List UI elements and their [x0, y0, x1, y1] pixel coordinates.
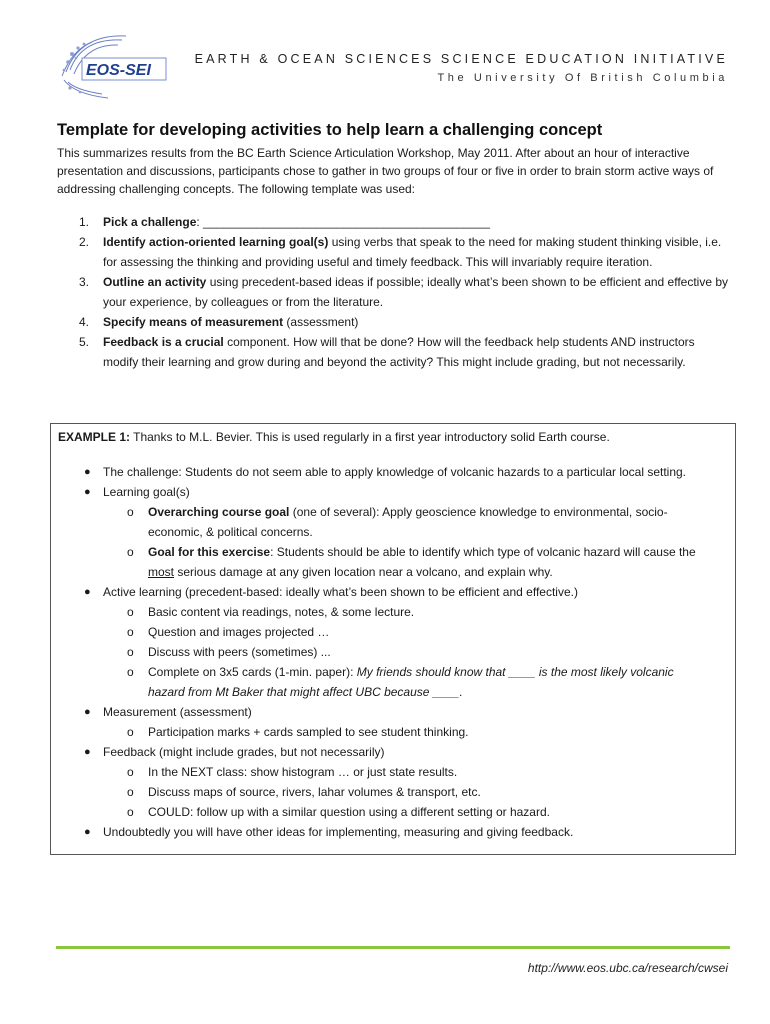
list-item: [51, 802, 731, 822]
list-item: [51, 722, 731, 742]
footer-url[interactable]: http://www.eos.ubc.ca/research/cwsei: [527, 961, 728, 975]
list-item-continuation: [51, 562, 731, 582]
active-item-plain: Complete on 3x5 cards (1-min. paper):: [148, 665, 357, 679]
list-item-continuation: [51, 522, 731, 542]
feedback-item: In the NEXT class: show histogram … or just state results.: [148, 765, 458, 779]
list-item: [51, 602, 731, 622]
list-item: [51, 742, 731, 762]
goal2-bold: Goal for this exercise: [148, 545, 271, 559]
active-item: Discuss with peers (sometimes) ...: [148, 645, 331, 659]
eos-sei-logo-graphic: [52, 30, 172, 100]
goal2-underlined: most: [148, 565, 175, 579]
step-number: 1.: [79, 215, 90, 229]
goals-label: Learning goal(s): [103, 485, 190, 499]
header-line-1: EARTH & OCEAN SCIENCES SCIENCE EDUCATION INITIATIVE: [194, 52, 728, 66]
step-bold: Pick a challenge: [103, 215, 197, 229]
list-item: [51, 782, 731, 802]
template-steps: [57, 212, 729, 372]
sub-bullet-icon: o: [127, 625, 134, 639]
active-item: Question and images projected …: [148, 625, 330, 639]
bullet-icon: ●: [84, 586, 91, 598]
example-intro: Thanks to M.L. Bevier. This is used regularly in a first year introductory solid Earth course.: [130, 430, 610, 444]
list-item: [51, 542, 731, 562]
step-text: : ___________________________________________: [196, 215, 491, 229]
sub-bullet-icon: o: [127, 785, 134, 799]
active-item-continuation: hazard from Mt Baker that might affect UBC because ____.: [148, 685, 463, 699]
bullet-icon: ●: [84, 466, 91, 478]
header-line-2: The University Of British Columbia: [437, 72, 728, 84]
example-heading: [58, 427, 610, 447]
step-item: [57, 332, 729, 372]
sub-bullet-icon: o: [127, 545, 134, 559]
list-item: [51, 462, 731, 482]
goal1-continuation: economic, & political concerns.: [148, 525, 313, 539]
list-item: [51, 482, 731, 502]
active-item: Basic content via readings, notes, & some lecture.: [148, 605, 415, 619]
example-label: EXAMPLE 1:: [58, 430, 131, 444]
bullet-icon: ●: [84, 706, 91, 718]
step-bold: Specify means of measurement: [103, 315, 284, 329]
sub-bullet-icon: o: [127, 665, 134, 679]
active-label: Active learning (precedent-based: ideally what’s been shown to be efficient and effective.): [103, 585, 578, 599]
list-item: [51, 582, 731, 602]
sub-bullet-icon: o: [127, 765, 134, 779]
step-bold: Outline an activity: [103, 275, 207, 289]
step-bold: Feedback is a crucial: [103, 335, 224, 349]
list-item: [51, 502, 731, 522]
eos-sei-logo: [52, 30, 172, 100]
challenge-text: The challenge: Students do not seem able to apply knowledge of volcanic hazards to a particular local setting.: [103, 465, 687, 479]
footer-divider: [56, 946, 730, 949]
active-item-italic: My friends should know that ____ is the most likely volcanic: [356, 665, 674, 679]
example-box: [50, 423, 736, 855]
intro-paragraph: This summarizes results from the BC Earth Science Articulation Workshop, May 2011. After about an hour of interactive presentation and discussions, participants chose to gather in two groups of four or five in order to brain storm active ways of addressing challenging concepts. The following template was used:: [57, 146, 714, 196]
step-text: (assessment): [283, 315, 359, 329]
list-item: [51, 822, 731, 842]
step-number: 3.: [79, 275, 90, 289]
step-item: [57, 232, 729, 272]
list-item: [51, 622, 731, 642]
step-bold: Identify action-oriented learning goal(s): [103, 235, 329, 249]
goal1-bold: Overarching course goal: [148, 505, 290, 519]
list-item: [51, 662, 731, 682]
list-item: [51, 702, 731, 722]
page-title: Template for developing activities to help learn a challenging concept: [57, 121, 603, 139]
bullet-icon: ●: [84, 486, 91, 498]
list-item-continuation: [51, 682, 731, 702]
step-item: [57, 272, 729, 312]
measure-label: Measurement (assessment): [103, 705, 252, 719]
sub-bullet-icon: o: [127, 805, 134, 819]
sub-bullet-icon: o: [127, 605, 134, 619]
step-text: using precedent-based ideas if possible; ideally what’s been shown to be efficient and effective by your experience, by colleagues or from the literature.: [103, 275, 729, 309]
step-item: [57, 312, 729, 332]
step-item: [57, 212, 729, 232]
step-number: 4.: [79, 315, 90, 329]
closing-text: Undoubtedly you will have other ideas for implementing, measuring and giving feedback.: [103, 825, 574, 839]
bullet-icon: ●: [84, 826, 91, 838]
sub-bullet-icon: o: [127, 645, 134, 659]
feedback-label: Feedback (might include grades, but not necessarily): [103, 745, 385, 759]
example-list: [51, 462, 731, 842]
step-number: 5.: [79, 335, 90, 349]
bullet-icon: ●: [84, 746, 91, 758]
logo-text: EOS-SEI: [86, 62, 151, 79]
step-text: component. How will that be done? How will the feedback help students AND instructors modify their learning and grow during and beyond the activity? This might include grading, but not necessarily.: [103, 335, 695, 369]
list-item: [51, 762, 731, 782]
step-text: using verbs that speak to the need for making student thinking visible, i.e. for assessing the thinking and providing useful and timely feedback. This will invariably require iteration.: [103, 235, 722, 269]
goal2-continuation: serious damage at any given location near a volcano, and explain why.: [174, 565, 553, 579]
feedback-item: Discuss maps of source, rivers, lahar volumes & transport, etc.: [148, 785, 481, 799]
feedback-item: COULD: follow up with a similar question using a different setting or hazard.: [148, 805, 550, 819]
sub-bullet-icon: o: [127, 505, 134, 519]
list-item: [51, 642, 731, 662]
goal2-text: : Students should be able to identify which type of volcanic hazard will cause the: [270, 545, 696, 559]
measure-item: Participation marks + cards sampled to see student thinking.: [148, 725, 469, 739]
goal1-text: (one of several): Apply geoscience knowledge to environmental, socio-: [289, 505, 668, 519]
sub-bullet-icon: o: [127, 725, 134, 739]
step-number: 2.: [79, 235, 90, 249]
